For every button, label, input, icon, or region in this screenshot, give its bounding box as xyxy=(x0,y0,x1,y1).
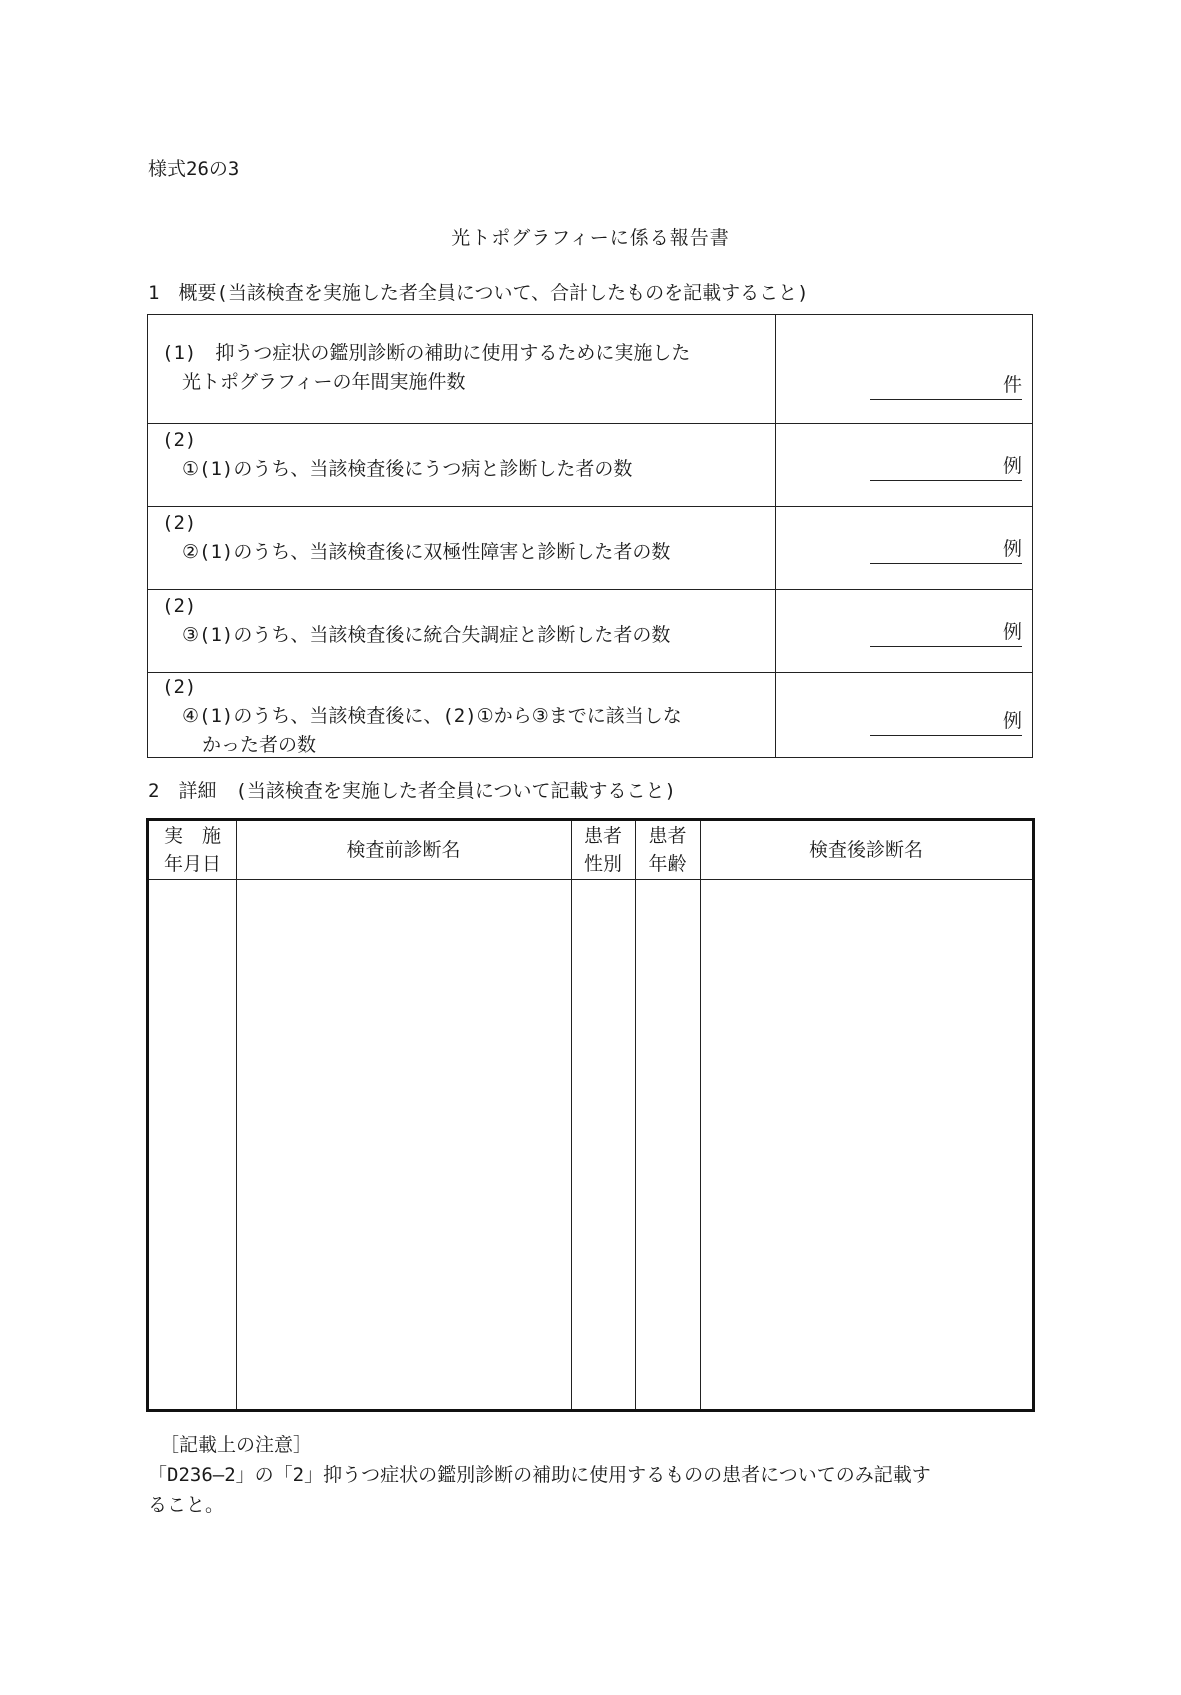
row-label-line2: 光トポグラフィーの年間実施件数 xyxy=(182,371,466,393)
summary-row-depression xyxy=(148,423,1032,506)
notes-text-line2: ること。 xyxy=(148,1494,225,1516)
unit-label: 例 xyxy=(1002,455,1022,477)
summary-row-other xyxy=(148,672,1032,758)
row-label-line1: (2) xyxy=(162,676,197,698)
row-label-line1: (1) 抑うつ症状の鑑別診断の補助に使用するために実施した xyxy=(162,342,691,364)
header-age xyxy=(635,821,700,879)
age-entry-cell[interactable] xyxy=(636,881,700,1409)
count-entry-field[interactable] xyxy=(870,537,1022,564)
detail-table xyxy=(146,818,1035,1412)
row-label-line2: ①(1)のうち、当該検査後にうつ病と診断した者の数 xyxy=(182,458,633,480)
row-label xyxy=(162,509,670,567)
count-entry-field[interactable] xyxy=(870,454,1022,481)
row-label xyxy=(162,592,670,650)
unit-label: 例 xyxy=(1002,538,1022,560)
unit-label: 件 xyxy=(1002,374,1022,396)
row-label-line3: かった者の数 xyxy=(202,734,317,756)
count-entry-field[interactable] xyxy=(870,620,1022,647)
summary-row-schizophrenia xyxy=(148,589,1032,672)
section2-heading: 2 詳細 (当該検査を実施した者全員について記載すること) xyxy=(148,780,676,802)
row-label-line2: ④(1)のうち、当該検査後に、(2)①から③までに該当しな xyxy=(182,705,682,727)
date-entry-cell[interactable] xyxy=(149,881,236,1409)
form-id: 様式26の3 xyxy=(148,158,240,180)
section1-heading: 1 概要(当該検査を実施した者全員について、合計したものを記載すること) xyxy=(148,282,809,304)
header-age-line2: 年齢 xyxy=(648,853,687,875)
row-label-line1: (2) xyxy=(162,512,197,534)
row-label-line1: (2) xyxy=(162,595,197,617)
row-label xyxy=(162,673,682,760)
header-date xyxy=(149,821,236,879)
header-post-diagnosis-label: 検査後診断名 xyxy=(808,839,923,861)
sex-entry-cell[interactable] xyxy=(572,881,635,1409)
header-divider xyxy=(149,879,1032,880)
header-date-line2: 年月日 xyxy=(163,853,221,875)
header-age-line1: 患者 xyxy=(648,825,687,847)
header-sex-line2: 性別 xyxy=(583,853,622,875)
row-label-line1: (2) xyxy=(162,429,197,451)
header-pre-diagnosis-label: 検査前診断名 xyxy=(346,839,461,861)
notes-text-line1: 「D236―2」の「2」抑うつ症状の鑑別診断の補助に使用するものの患者についてのみ記載す xyxy=(148,1464,931,1486)
header-sex xyxy=(571,821,635,879)
row-label xyxy=(162,339,690,397)
post-diagnosis-entry-cell[interactable] xyxy=(701,881,1032,1409)
header-date-line1: 実 施 xyxy=(163,825,221,847)
summary-table xyxy=(147,314,1033,758)
pre-diagnosis-entry-cell[interactable] xyxy=(237,881,571,1409)
header-post-diagnosis xyxy=(700,821,1032,879)
count-entry-field[interactable] xyxy=(870,373,1022,400)
summary-row-annual-count xyxy=(148,315,1032,423)
unit-label: 例 xyxy=(1002,710,1022,732)
row-label xyxy=(162,426,632,484)
count-entry-field[interactable] xyxy=(870,709,1022,736)
header-pre-diagnosis xyxy=(236,821,571,879)
row-label-line2: ②(1)のうち、当該検査後に双極性障害と診断した者の数 xyxy=(182,541,671,563)
unit-label: 例 xyxy=(1002,621,1022,643)
row-label-line2: ③(1)のうち、当該検査後に統合失調症と診断した者の数 xyxy=(182,624,671,646)
summary-row-bipolar xyxy=(148,506,1032,589)
header-sex-line1: 患者 xyxy=(583,825,622,847)
notes-heading: ［記載上の注意］ xyxy=(160,1434,313,1456)
page-title: 光トポグラフィーに係る報告書 xyxy=(451,227,730,249)
